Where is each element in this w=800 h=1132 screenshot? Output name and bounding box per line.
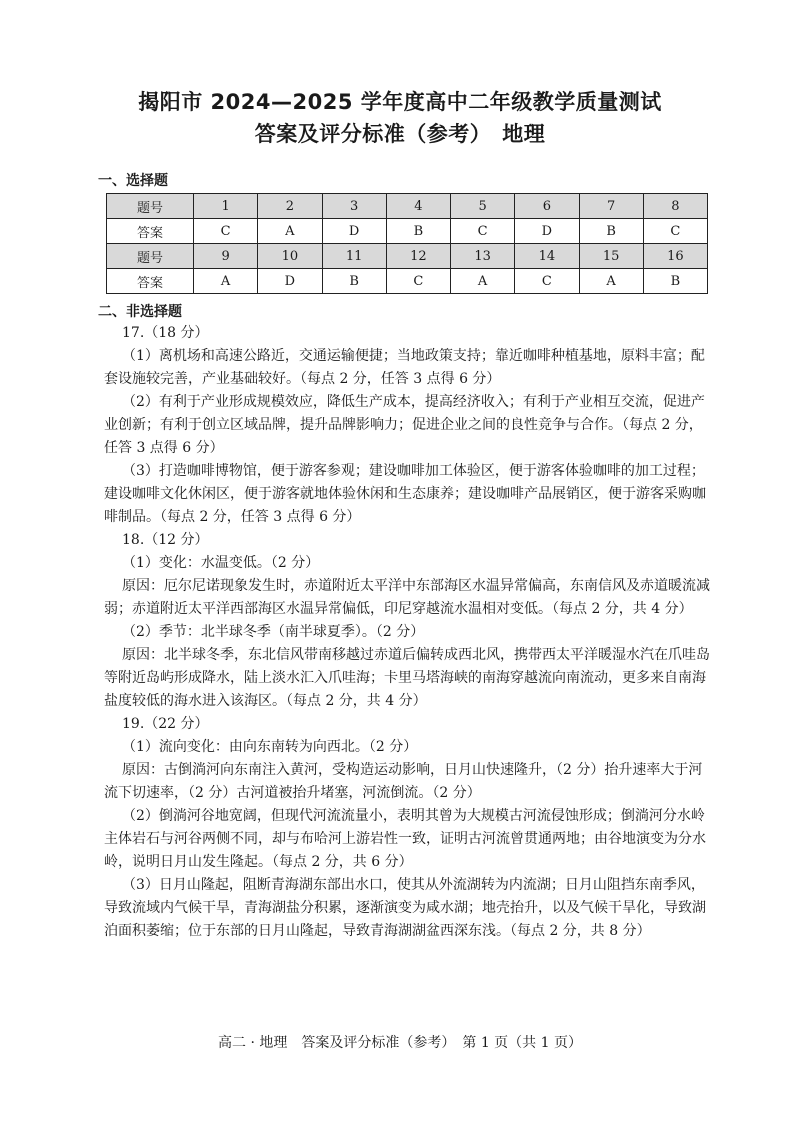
answer-paragraph: （3）打造咖啡博物馆，便于游客参观；建设咖啡加工体验区，便于游客体验咖啡的加工过程；建设咖啡文化休闲区，便于游客就地体验休闲和生态康养；建设咖啡产品展销区，便于游客采购咖啡制品。（每点 2 分，任答 3 点得 6 分） [104,463,706,525]
page-footer: 高二 · 地理 答案及评分标准（参考） 第 1 页（共 1 页） [218,1035,582,1051]
table-cell: 16 [643,244,707,269]
table-cell: D [515,219,579,244]
question-heading: 19.（22 分） [122,716,209,732]
table-cell: B [643,269,707,294]
table-cell: 题号 [107,244,194,269]
table-cell: 10 [258,244,322,269]
table-cell: A [451,269,515,294]
table-cell: D [258,269,322,294]
table-row [107,244,708,269]
table-cell: 9 [194,244,258,269]
table-row [107,194,708,219]
table-cell: 答案 [107,219,194,244]
table-cell: C [515,269,579,294]
table-cell: 4 [386,194,450,219]
answer-key-table [106,193,708,294]
section-non-choice-heading: 二、非选择题 [98,304,182,320]
table-cell: 14 [515,244,579,269]
table-cell: C [194,219,258,244]
document-title: 揭阳市 2024—2025 学年度高中二年级教学质量测试 [138,90,662,114]
table-cell: 2 [258,194,322,219]
answer-paragraph: （1）离机场和高速公路近，交通运输便捷；当地政策支持；靠近咖啡种植基地，原料丰富；配套设施较完善，产业基础较好。（每点 2 分，任答 3 点得 6 分） [104,348,705,387]
table-row [107,269,708,294]
table-cell: A [194,269,258,294]
answer-paragraph: 原因：古倒淌河向东南注入黄河，受构造运动影响，日月山快速隆升，（2 分）抬升速率大于河流下切速率，（2 分）古河道被抬升堵塞，河流倒流。（2 分） [104,762,703,801]
answer-paragraph: （1）流向变化：由向东南转为向西北。（2 分） [122,739,418,755]
answer-paragraph: （2）有利于产业形成规模效应，降低生产成本，提高经济收入；有利于产业相互交流，促进产业创新；有利于创立区域品牌，提升品牌影响力；促进企业之间的良性竞争与合作。（每点 2 分，任答 3 点得 6 分） [104,394,705,456]
table-cell: 6 [515,194,579,219]
table-cell: C [643,219,707,244]
document-subtitle: 答案及评分标准（参考） 地理 [254,122,546,146]
table-cell: 1 [194,194,258,219]
table-cell: 5 [451,194,515,219]
table-cell: A [579,269,643,294]
answer-paragraph: 原因：厄尔尼诺现象发生时，赤道附近太平洋中东部海区水温异常偏高，东南信风及赤道暖流减弱；赤道附近太平洋西部海区水温异常偏低，印尼穿越流水温相对变低。（每点 2 分，共 4 分） [104,578,710,617]
table-cell: B [386,219,450,244]
answer-paragraph: 原因：北半球冬季，东北信风带南移越过赤道后偏转成西北风，携带西太平洋暖湿水汽在爪哇岛等附近岛屿形成降水，陆上淡水汇入爪哇海；卡里马塔海峡的南海穿越流向南流动，更多来自南海盐度较低的海水进入该海区。（每点 2 分，共 4 分） [104,647,710,709]
table-cell: C [451,219,515,244]
table-cell: D [322,219,386,244]
answer-paragraph: （1）变化：水温变低。（2 分） [122,555,320,571]
answer-paragraph: （3）日月山隆起，阻断青海湖东部出水口，使其从外流湖转为内流湖；日月山阻挡东南季风，导致流域内气候干旱，青海湖盐分积累，逐渐演变为咸水湖；地壳抬升，以及气候干旱化，导致湖泊面积萎缩；位于东部的日月山隆起，导致青海湖湖盆西深东浅。（每点 2 分，共 8 分） [104,877,706,939]
answer-paragraph: （2）季节：北半球冬季（南半球夏季）。（2 分） [122,624,425,640]
table-cell: 题号 [107,194,194,219]
table-cell: 答案 [107,269,194,294]
table-cell: B [579,219,643,244]
table-cell: C [386,269,450,294]
table-cell: 7 [579,194,643,219]
answer-paragraph: （2）倒淌河谷地宽阔，但现代河流流量小，表明其曾为大规模古河流侵蚀形成；倒淌河分水岭主体岩石与河谷两侧不同，却与布哈河上游岩性一致，证明古河流曾贯通两地；由谷地演变为分水岭，说明日月山发生隆起。（每点 2 分，共 6 分） [104,808,706,870]
table-cell: 15 [579,244,643,269]
table-cell: A [258,219,322,244]
table-cell: 13 [451,244,515,269]
section-multiple-choice-heading: 一、选择题 [98,173,168,189]
table-cell: 11 [322,244,386,269]
answer-body [104,322,710,943]
table-row [107,219,708,244]
question-heading: 18.（12 分） [122,532,209,548]
table-cell: 3 [322,194,386,219]
question-heading: 17.（18 分） [122,325,209,341]
table-cell: 12 [386,244,450,269]
table-cell: 8 [643,194,707,219]
table-cell: B [322,269,386,294]
